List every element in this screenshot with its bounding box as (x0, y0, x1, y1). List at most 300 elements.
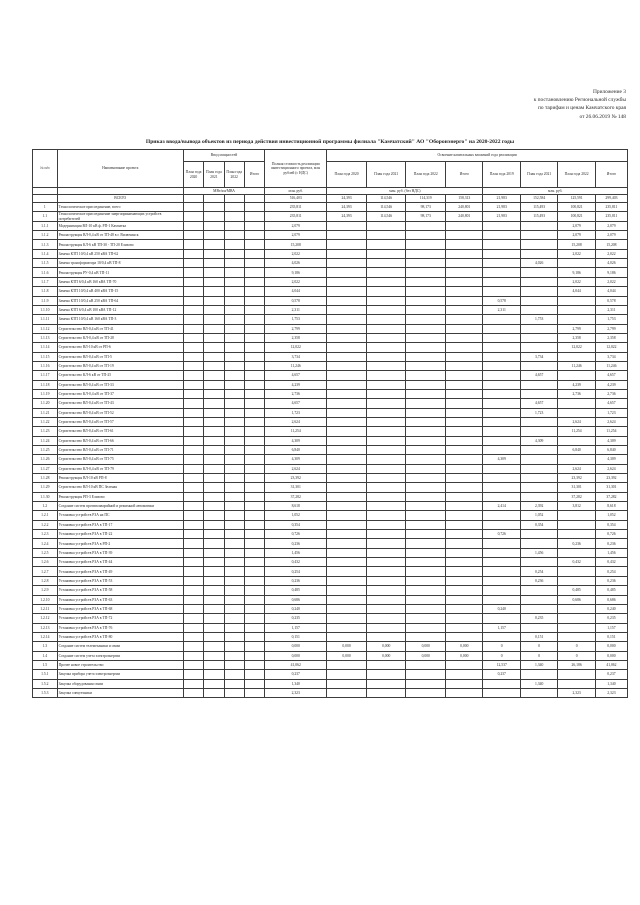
cell-empty (244, 520, 264, 529)
cell-h: 4,026 (595, 259, 627, 268)
cell-h: 235,811 (595, 212, 627, 221)
cell-empty (204, 315, 224, 324)
cell-empty (204, 305, 224, 314)
cell-b (366, 595, 406, 604)
cell-full: 235,811 (265, 212, 327, 221)
cell-empty (224, 464, 244, 473)
cell-empty (244, 660, 264, 669)
cell-name: Строительство ВЛ-0,4 кВ от ТП-71 (57, 446, 183, 455)
cell-empty (204, 221, 224, 230)
cell-name: Строительство ВЛ-0,4 кВ от ТП-57 (57, 417, 183, 426)
cell-a (327, 277, 367, 286)
cell-name: Установка устройств РЗА в ТП-72 (57, 614, 183, 623)
cell-f (520, 268, 557, 277)
cell-e: 1,157 (483, 623, 520, 632)
cell-e (483, 343, 520, 352)
cell-g: 2,079 (558, 221, 595, 230)
cell-h: 41,062 (595, 660, 627, 669)
cell-empty (224, 492, 244, 501)
cell-name: Строительство КЛ-0,4 кВ от ТП-79 (57, 464, 183, 473)
cell-empty (244, 408, 264, 417)
cell-empty (244, 614, 264, 623)
cell-empty (224, 240, 244, 249)
cell-c (406, 670, 446, 679)
cell-g: 0 (558, 642, 595, 651)
cell-a (327, 595, 367, 604)
cell-empty (244, 511, 264, 520)
cell-g: 12,022 (558, 343, 595, 352)
cell-c (406, 240, 446, 249)
header-plan-2021: План года 2021 (204, 162, 224, 188)
cell-g: 4,239 (558, 380, 595, 389)
cell-f (520, 455, 557, 464)
cell-name: Установка устройств РЗА в ТП-49 (57, 567, 183, 576)
cell-c (406, 352, 446, 361)
cell-empty (224, 567, 244, 576)
cell-g (558, 530, 595, 539)
cell-name: Строительство ВЛ-0,4 кВ от ТП-19 (57, 361, 183, 370)
cell-h: 37,282 (595, 492, 627, 501)
cell-f: 0,354 (520, 520, 557, 529)
cell-empty (224, 632, 244, 641)
cell-f (520, 305, 557, 314)
cell-empty (224, 520, 244, 529)
cell-g: 0 (558, 651, 595, 660)
cell-empty (224, 576, 244, 585)
cell-empty (204, 679, 224, 688)
cell-a (327, 389, 367, 398)
cell-a (327, 287, 367, 296)
cell-h: 1,052 (595, 511, 627, 520)
cell-empty (244, 221, 264, 230)
cell-d (446, 604, 483, 613)
cell-no: 1.1.5 (33, 259, 58, 268)
cell-c (406, 427, 446, 436)
cell-a (327, 399, 367, 408)
cell-b (366, 305, 406, 314)
table-row (33, 268, 628, 277)
cell-no: 1.1.22 (33, 417, 58, 426)
cell-name: Строительство КЛ-0,4 кВ от ТП-28 (57, 333, 183, 342)
cell-g: 2,022 (558, 277, 595, 286)
cell-empty (183, 548, 203, 557)
cell-e (483, 595, 520, 604)
cell-f: 1,753 (520, 315, 557, 324)
cell-e (483, 380, 520, 389)
cell-a (327, 324, 367, 333)
cell-c (406, 259, 446, 268)
cell-a (327, 333, 367, 342)
cell-no: 1.1.1 (33, 221, 58, 230)
cell-h: 0,485 (595, 586, 627, 595)
cell-empty (204, 576, 224, 585)
table-row (33, 586, 628, 595)
cell-name: Строительство ВЛ-10 кВ от РП-6 (57, 343, 183, 352)
cell-full: 41,062 (265, 660, 327, 669)
cell-g: 3,812 (558, 502, 595, 511)
cell-empty (224, 670, 244, 679)
cell-h: 15,208 (595, 240, 627, 249)
cell-e (483, 688, 520, 697)
cell-a (327, 343, 367, 352)
cell-no: 1.3 (33, 642, 58, 651)
cell-name: Закупка прибора учета электроэнергии (57, 670, 183, 679)
cell-empty (224, 651, 244, 660)
cell-a (327, 632, 367, 641)
table-row (33, 688, 628, 697)
cell-empty (183, 203, 203, 212)
header-full-cost: Полная стоимость реализации инвестиционного проекта, млн рублей (с НДС) (265, 150, 327, 188)
cell-name: Строительство ВЛ-0,4 кВ от ТП-52 (57, 408, 183, 417)
cell-name: Реконструкция КЛ-6 кВ ТП-30 - ТП-20 Елизово (57, 240, 183, 249)
cell-no: 1.1.27 (33, 464, 58, 473)
cell-c: 114,319 (406, 195, 446, 203)
cell-no: 1.1.23 (33, 427, 58, 436)
cell-full: 0,236 (265, 539, 327, 548)
cell-e (483, 361, 520, 370)
cell-full: 0,354 (265, 520, 327, 529)
cell-b (366, 464, 406, 473)
cell-name: Установка устройств РЗА в ТП-58 (57, 586, 183, 595)
cell-h: 2,624 (595, 417, 627, 426)
cell-h: 23,392 (595, 474, 627, 483)
cell-g: 0,485 (558, 586, 595, 595)
cell-d (446, 249, 483, 258)
cell-empty (183, 371, 203, 380)
cell-full: 3,734 (265, 352, 327, 361)
cell-empty (224, 427, 244, 436)
cell-e (483, 474, 520, 483)
cell-no: 1.1.25 (33, 446, 58, 455)
cell-empty (183, 539, 203, 548)
cell-h: 0,000 (595, 651, 627, 660)
cell-empty (244, 595, 264, 604)
cell-empty (183, 427, 203, 436)
cell-d (446, 399, 483, 408)
cell-h: 4,657 (595, 399, 627, 408)
cell-f: 0,254 (520, 567, 557, 576)
cell-f (520, 483, 557, 492)
cell-h: 0,726 (595, 530, 627, 539)
cell-h: 0,236 (595, 576, 627, 585)
cell-name: Установка устройств РЗА в ТП-53 (57, 576, 183, 585)
cell-f (520, 343, 557, 352)
cell-f: 1,340 (520, 679, 557, 688)
cell-full: 23,392 (265, 474, 327, 483)
cell-h: 299,403 (595, 195, 627, 203)
cell-name: Строительство ВЛ-0,4 кВ от ТП-41 (57, 324, 183, 333)
cell-empty (244, 474, 264, 483)
cell-empty (183, 287, 203, 296)
table-row (33, 604, 628, 613)
cell-name: Замена КТП 6/0,4 кВ 160 кВА ТП-70 (57, 277, 183, 286)
cell-e: 0,240 (483, 604, 520, 613)
cell-empty (183, 604, 203, 613)
cell-empty (224, 642, 244, 651)
cell-h: 0,236 (595, 539, 627, 548)
cell-no: 1.5.1 (33, 670, 58, 679)
cell-d (446, 614, 483, 623)
cell-empty (244, 464, 264, 473)
cell-name: Модернизация ВЛ-10 кВ ф. РП-1 Камчатка (57, 221, 183, 230)
cell-a (327, 315, 367, 324)
cell-empty (244, 548, 264, 557)
cell-f: 115,493 (520, 212, 557, 221)
cell-d (446, 455, 483, 464)
cell-g (558, 614, 595, 623)
cell-f: 0,236 (520, 576, 557, 585)
cell-empty (244, 427, 264, 436)
cell-full: 0,236 (265, 576, 327, 585)
cell-a (327, 464, 367, 473)
cell-h: 8,618 (595, 502, 627, 511)
cell-a (327, 352, 367, 361)
cell-empty (244, 380, 264, 389)
cell-d: 240,801 (446, 212, 483, 221)
cell-d (446, 277, 483, 286)
cell-c (406, 333, 446, 342)
cell-c (406, 408, 446, 417)
cell-empty (183, 240, 203, 249)
cell-empty (204, 287, 224, 296)
cell-g: 31,301 (558, 483, 595, 492)
cell-name: Замена КТП 10/0,4 кВ 250 кВА ТП-62 (57, 249, 183, 258)
cell-no: 1.1.29 (33, 483, 58, 492)
cell-empty (183, 688, 203, 697)
cell-d (446, 492, 483, 501)
cell-e (483, 315, 520, 324)
cell-empty (244, 679, 264, 688)
cell-h: 0,151 (595, 632, 627, 641)
cell-f (520, 586, 557, 595)
cell-name: Реконструкция РУ-0,4 кВ ТП-11 (57, 268, 183, 277)
cell-e (483, 464, 520, 473)
cell-c (406, 679, 446, 688)
cell-g: 100,821 (558, 212, 595, 221)
cell-name: Строительство ВЛ-0,4 кВ от ТП-61 (57, 427, 183, 436)
cell-h: 0,354 (595, 520, 627, 529)
cell-f: 4,309 (520, 436, 557, 445)
cell-c (406, 231, 446, 240)
cell-g (558, 296, 595, 305)
cell-empty (244, 576, 264, 585)
cell-f (520, 287, 557, 296)
table-row (33, 679, 628, 688)
cell-h: 2,079 (595, 231, 627, 240)
cell-empty (224, 511, 244, 520)
cell-a (327, 567, 367, 576)
cell-g (558, 679, 595, 688)
cell-a (327, 483, 367, 492)
header-c2021: План года 2021 (366, 162, 406, 188)
cell-empty (204, 623, 224, 632)
cell-f (520, 417, 557, 426)
cell-h: 2,311 (595, 305, 627, 314)
cell-e: 21,983 (483, 212, 520, 221)
cell-name: Замена КТП 10/0,4 кВ 250 кВА ТП-64 (57, 296, 183, 305)
cell-no: 1.1.19 (33, 389, 58, 398)
cell-empty (183, 464, 203, 473)
cell-b (366, 670, 406, 679)
cell-d (446, 511, 483, 520)
cell-c (406, 324, 446, 333)
cell-h: 4,309 (595, 436, 627, 445)
table-row (33, 352, 628, 361)
cell-f (520, 670, 557, 679)
cell-full: 11,246 (265, 361, 327, 370)
cell-e (483, 436, 520, 445)
cell-a (327, 614, 367, 623)
cell-h: 0,432 (595, 558, 627, 567)
cell-e: 0,726 (483, 530, 520, 539)
cell-full: 235,811 (265, 203, 327, 212)
cell-empty (183, 483, 203, 492)
cell-b (366, 296, 406, 305)
cell-a (327, 670, 367, 679)
header-c2021-m: План года 2021 (520, 162, 557, 188)
cell-d (446, 427, 483, 436)
cell-h: 2,358 (595, 333, 627, 342)
cell-full: 12,022 (265, 343, 327, 352)
cell-empty (244, 558, 264, 567)
cell-no: 1.2.13 (33, 623, 58, 632)
cell-empty (204, 408, 224, 417)
cell-empty (204, 642, 224, 651)
cell-empty (204, 595, 224, 604)
cell-empty (224, 221, 244, 230)
cell-c (406, 511, 446, 520)
table-row (33, 277, 628, 286)
cell-h: 2,323 (595, 688, 627, 697)
cell-name: Создание систем противоаварийной и режимной автоматики (57, 502, 183, 511)
cell-empty (224, 623, 244, 632)
cell-empty (204, 548, 224, 557)
cell-f: 1,723 (520, 408, 557, 417)
table-body (33, 195, 628, 698)
cell-e (483, 277, 520, 286)
cell-empty (224, 483, 244, 492)
cell-h: 4,309 (595, 455, 627, 464)
cell-h: 1,753 (595, 315, 627, 324)
cell-name: Прочее новое строительство (57, 660, 183, 669)
cell-name: Строительство ВЛ-10 кВ ПС Зеленая (57, 483, 183, 492)
cell-f: 4,026 (520, 259, 557, 268)
cell-empty (183, 343, 203, 352)
cell-b (366, 287, 406, 296)
cell-f (520, 464, 557, 473)
cell-b (366, 623, 406, 632)
cell-empty (183, 277, 203, 286)
cell-e (483, 389, 520, 398)
cell-name: Строительство ВЛ-0,4 кВ от ТП-43 (57, 399, 183, 408)
cell-no: 1.1.11 (33, 315, 58, 324)
cell-c (406, 287, 446, 296)
cell-name: Строительство ВЛ-0,4 кВ от ТП-66 (57, 436, 183, 445)
cell-empty (224, 315, 244, 324)
cell-name: Установка устройств РЗА в ТП-63 (57, 595, 183, 604)
cell-b (366, 436, 406, 445)
cell-b (366, 417, 406, 426)
cell-b (366, 474, 406, 483)
cell-full: 1,456 (265, 548, 327, 557)
header-c2019-m: План года 2019 (483, 162, 520, 188)
table-row (33, 361, 628, 370)
cell-e: 0 (483, 642, 520, 651)
cell-h: 9,186 (595, 268, 627, 277)
cell-d (446, 679, 483, 688)
cell-b (366, 530, 406, 539)
cell-full: 4,239 (265, 380, 327, 389)
cell-b (366, 408, 406, 417)
header-group-left: Ввод мощностей (183, 150, 264, 162)
cell-empty (183, 352, 203, 361)
cell-name: Установка устройств РЗА в ТП-76 (57, 623, 183, 632)
cell-a (327, 492, 367, 501)
cell-g: 23,392 (558, 474, 595, 483)
cell-d (446, 324, 483, 333)
cell-c (406, 417, 446, 426)
table-row (33, 389, 628, 398)
cell-c (406, 558, 446, 567)
cell-empty (224, 679, 244, 688)
approval-line: от 26.06.2019 № 148 (579, 113, 626, 120)
header-no: № п/п (33, 150, 58, 188)
cell-g: 2,079 (558, 231, 595, 240)
cell-a (327, 268, 367, 277)
cell-no: 1.1.17 (33, 371, 58, 380)
cell-c: 98,173 (406, 212, 446, 221)
cell-name: Установка устройств РЗА в ТП-22 (57, 530, 183, 539)
cell-g (558, 408, 595, 417)
cell-no: 1.2.12 (33, 614, 58, 623)
cell-empty (244, 530, 264, 539)
cell-c (406, 688, 446, 697)
cell-no: 1.2.1 (33, 511, 58, 520)
cell-full: 4,309 (265, 436, 327, 445)
cell-name: Установка устройств РЗА в ТП-39 (57, 548, 183, 557)
cell-c (406, 483, 446, 492)
cell-b (366, 259, 406, 268)
cell-a (327, 455, 367, 464)
cell-full: 2,311 (265, 305, 327, 314)
cell-a (327, 530, 367, 539)
cell-a (327, 679, 367, 688)
cell-no: 1 (33, 203, 58, 212)
cell-c (406, 305, 446, 314)
cell-empty (204, 474, 224, 483)
cell-empty (244, 249, 264, 258)
cell-g (558, 548, 595, 557)
cell-full: 0,432 (265, 558, 327, 567)
cell-name: Технологическое присоединение энергопринимающих устройств потребителей (57, 212, 183, 221)
table-row (33, 436, 628, 445)
cell-g: 2,799 (558, 324, 595, 333)
cell-e (483, 586, 520, 595)
cell-e: 12,537 (483, 660, 520, 669)
cell-d (446, 660, 483, 669)
cell-a (327, 446, 367, 455)
cell-f (520, 604, 557, 613)
cell-no: 1.2.8 (33, 576, 58, 585)
cell-g (558, 623, 595, 632)
cell-d: 0,000 (446, 642, 483, 651)
cell-full: 2,624 (265, 464, 327, 473)
table-row (33, 333, 628, 342)
cell-c (406, 455, 446, 464)
cell-f (520, 492, 557, 501)
cell-empty (183, 595, 203, 604)
cell-d (446, 315, 483, 324)
